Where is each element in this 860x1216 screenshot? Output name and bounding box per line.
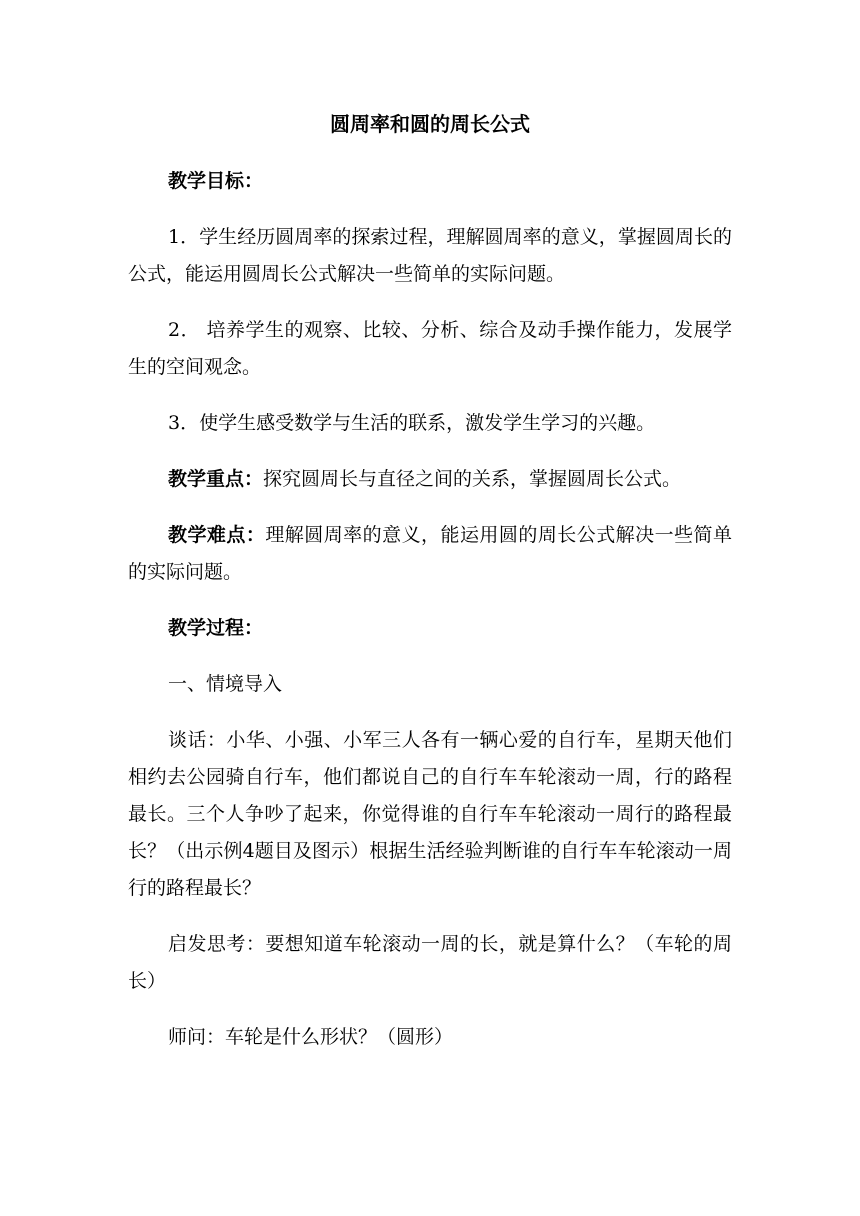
objective-item: 1．学生经历圆周率的探索过程，理解圆周率的意义，掌握圆周长的公式，能运用圆周长公式解决一些简单的实际问题。	[128, 226, 732, 285]
body-paragraph: 谈话：小华、小强、小军三人各有一辆心爱的自行车，星期天他们相约去公园骑自行车，他们都说自己的自行车车轮滚动一周，行的路程最长。三个人争吵了起来，你觉得谁的自行车车轮滚动一周行的路程最长？（出示例4题目及图示）根据生活经验判断谁的自行车车轮滚动一周行的路程最长？	[128, 729, 732, 899]
body-paragraph: 启发思考：要想知道车轮滚动一周的长，就是算什么？（车轮的周长）	[128, 933, 732, 992]
key-point-text: 探究圆周长与直径之间的关系，掌握圆周长公式。	[263, 468, 682, 490]
objectives-heading: 教学目标：	[168, 170, 264, 192]
section-heading: 一、情境导入	[168, 673, 283, 695]
objective-item: 3．使学生感受数学与生活的联系，激发学生学习的兴趣。	[168, 412, 656, 434]
difficulty-paragraph	[128, 517, 732, 591]
key-point-paragraph	[128, 461, 732, 498]
difficulty-label: 教学难点：	[168, 524, 266, 546]
document-title: 圆周率和圆的周长公式	[330, 112, 530, 136]
document-body	[128, 106, 732, 1075]
difficulty-text: 理解圆周率的意义，能运用圆的周长公式解决一些简单的实际问题。	[128, 524, 732, 583]
process-heading: 教学过程：	[168, 617, 264, 639]
objective-item: 2． 培养学生的观察、比较、分析、综合及动手操作能力，发展学生的空间观念。	[128, 319, 732, 378]
body-paragraph: 师问：车轮是什么形状？（圆形）	[168, 1026, 454, 1048]
key-point-label: 教学重点：	[168, 468, 264, 490]
